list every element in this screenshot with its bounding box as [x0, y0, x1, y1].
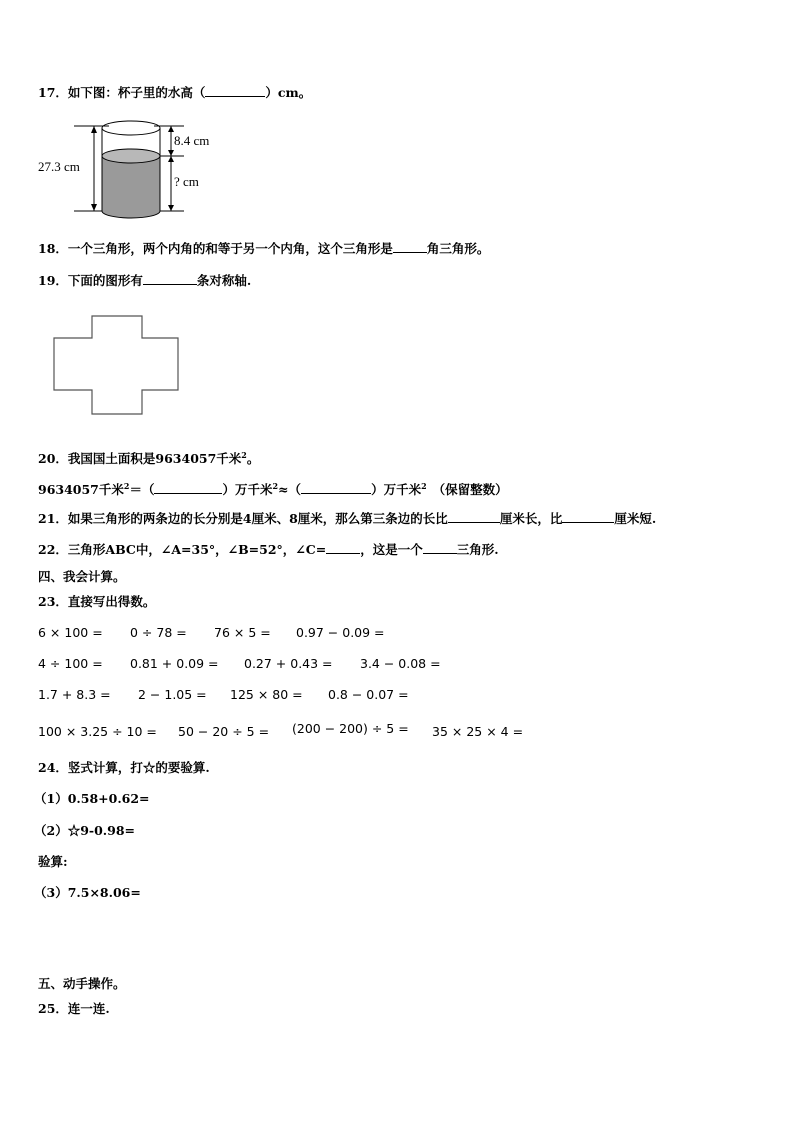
calc-item: 4 ÷ 100 = — [38, 656, 103, 671]
question-text: 一个三角形，两个内角的和等于另一个内角，这个三角形是 — [67, 241, 393, 256]
answer-blank-1[interactable] — [154, 481, 222, 494]
question-text: 连一连. — [67, 1001, 110, 1016]
calc-item: 1.7 + 8.3 = — [38, 687, 111, 702]
question-24 — [38, 760, 210, 776]
question-text-end: 条对称轴. — [196, 273, 252, 288]
superscript: 2 — [123, 481, 130, 491]
superscript: 2 — [421, 481, 427, 491]
sub-question-2: （2）☆9-0.98= — [34, 823, 136, 838]
question-21 — [38, 510, 656, 527]
calc-item: 0 ÷ 78 = — [130, 625, 187, 640]
calc-item: 0.8 − 0.07 = — [328, 687, 409, 702]
question-20-line2 — [38, 478, 508, 498]
calc-item: 76 × 5 = — [214, 625, 271, 640]
question-text-mid: 厘米长，比 — [499, 511, 563, 526]
question-text-end: 厘米短. — [614, 511, 657, 526]
question-number: 22． — [38, 542, 68, 557]
question-22 — [38, 541, 499, 558]
question-number: 24． — [38, 760, 68, 775]
equals-text: ＝（ — [129, 482, 155, 498]
answer-blank-1[interactable] — [448, 510, 500, 523]
top-gap-label: 8.4 cm — [174, 133, 210, 148]
question-number: 17． — [38, 85, 68, 100]
question-text-mid: ，这是一个 — [360, 542, 423, 557]
calc-item: 0.27 + 0.43 = — [244, 656, 333, 671]
sub-question-1: （1）0.58+0.62= — [34, 791, 150, 806]
question-number: 23． — [38, 594, 68, 609]
calc-item: (200 − 200) ÷ 5 = — [292, 721, 409, 736]
question-number: 20． — [38, 451, 68, 467]
answer-blank[interactable] — [143, 272, 197, 285]
question-text: 我国国土面积是9634057千米 — [67, 451, 242, 467]
question-text: 三角形ABC中，∠A=35°，∠B=52°，∠C= — [67, 542, 327, 557]
question-19 — [38, 272, 251, 289]
section-4-heading: 四、我会计算。 — [38, 569, 126, 584]
question-text-end: ）cm。 — [265, 85, 312, 100]
answer-blank[interactable] — [205, 84, 265, 97]
calc-item: 3.4 − 0.08 = — [360, 656, 441, 671]
cup-figure — [34, 116, 234, 220]
sub-question-3: （3）7.5×8.06= — [34, 885, 141, 900]
answer-blank-2[interactable] — [423, 541, 457, 554]
question-number: 18． — [38, 241, 68, 256]
question-23 — [38, 594, 155, 610]
question-number: 21． — [38, 511, 68, 526]
unit-text-2: ）万千米 — [371, 482, 422, 498]
note-text: （保留整数） — [432, 482, 508, 498]
superscript: 2 — [272, 481, 279, 491]
answer-blank[interactable] — [393, 240, 427, 253]
answer-blank-2[interactable] — [301, 481, 371, 494]
answer-blank-2[interactable] — [562, 510, 614, 523]
question-text-end: 。 — [246, 451, 260, 467]
question-18 — [38, 240, 489, 257]
question-text-end: 三角形. — [456, 542, 499, 557]
question-number: 19． — [38, 273, 68, 288]
calc-item: 0.81 + 0.09 = — [130, 656, 219, 671]
verify-label: 验算: — [38, 854, 68, 869]
calc-item: 2 − 1.05 = — [138, 687, 207, 702]
calc-item: 6 × 100 = — [38, 625, 103, 640]
calc-item: 35 × 25 × 4 = — [432, 724, 524, 739]
area-value: 9634057千米 — [38, 482, 124, 498]
question-text: 下面的图形有 — [67, 273, 143, 288]
question-text: 直接写出得数。 — [67, 594, 156, 609]
calc-item: 100 × 3.25 ÷ 10 = — [38, 724, 157, 739]
calc-item: 50 − 20 ÷ 5 = — [178, 724, 270, 739]
question-25 — [38, 1001, 110, 1017]
water-height-label: ? cm — [174, 174, 199, 189]
question-text: 竖式计算，打☆的要验算. — [67, 760, 210, 775]
question-20 — [38, 447, 259, 467]
answer-blank-1[interactable] — [326, 541, 360, 554]
approx-text: ≈（ — [278, 482, 302, 498]
section-5-heading: 五、动手操作。 — [38, 976, 126, 991]
total-height-label: 27.3 cm — [38, 159, 80, 174]
question-text-end: 角三角形。 — [426, 241, 490, 256]
calc-item: 125 × 80 = — [230, 687, 303, 702]
unit-text: ）万千米 — [222, 482, 273, 498]
calc-item: 0.97 − 0.09 = — [296, 625, 385, 640]
superscript: 2 — [241, 450, 247, 460]
question-number: 25． — [38, 1001, 68, 1016]
question-text: 如果三角形的两条边的长分别是4厘米、8厘米，那么第三条边的长比 — [67, 511, 448, 526]
cross-shape-figure — [50, 314, 184, 418]
question-17 — [38, 84, 311, 101]
question-text: 如下图：杯子里的水高（ — [67, 85, 206, 100]
